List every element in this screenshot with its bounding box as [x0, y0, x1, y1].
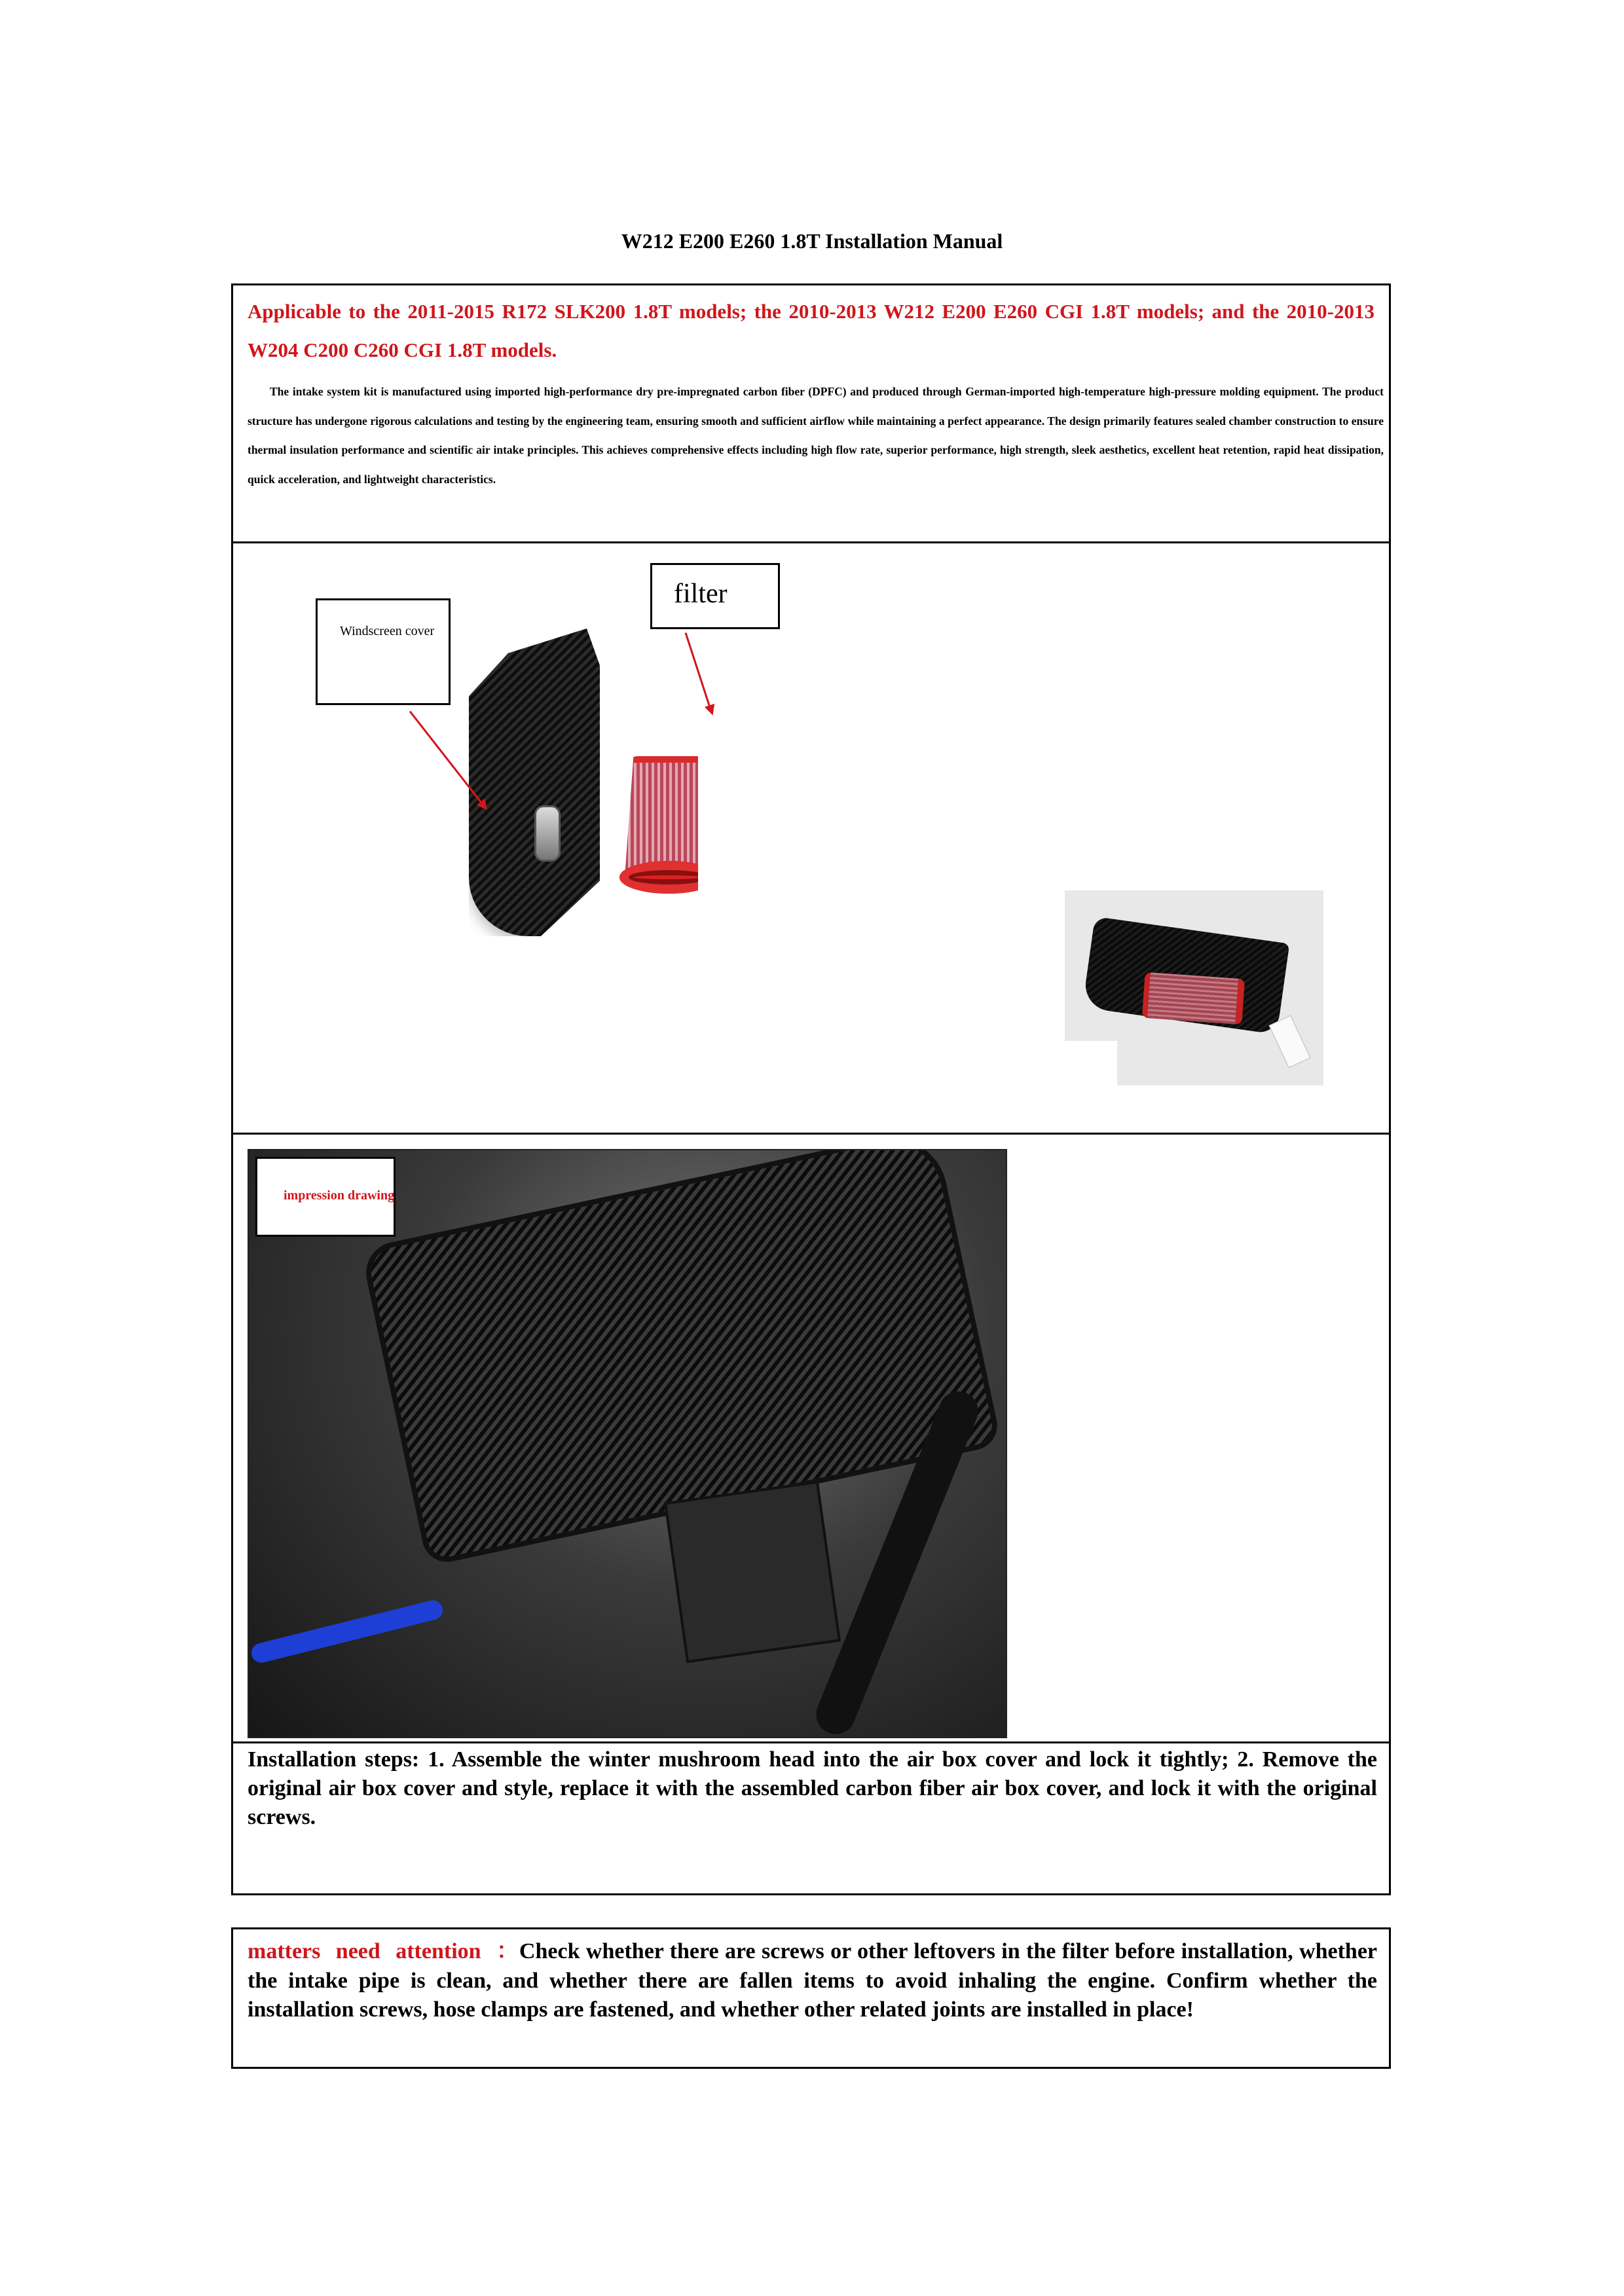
windscreen-cover-callout: [316, 598, 451, 705]
product-photo-airbox-filter: [430, 602, 698, 1074]
filter-callout: [650, 563, 780, 629]
installation-steps-text: Installation steps: 1. Assemble the winter mushroom head into the air box cover and lock it tightly; 2. Remove the original air box cover and style, replace it with the assembled carbon fiber air box cover, and lock it with the original screws.: [248, 1747, 1377, 1829]
product-photos-row: [233, 543, 1389, 1135]
page-title: W212 E200 E260 1.8T Installation Manual: [621, 229, 1003, 253]
attention-box: [231, 1927, 1391, 2069]
engine-bay-photo: [248, 1149, 1007, 1738]
intro-row: [233, 285, 1389, 543]
manual-table: [231, 283, 1391, 1895]
applicable-models-text: Applicable to the 2011-2015 R172 SLK200 1.8T models; the 2010-2013 W212 E200 E260 CGI 1.8T models; and the 2010-2013 W204 C200 C260 CGI 1.8T models.: [248, 300, 1375, 361]
filter-label: filter: [674, 579, 728, 609]
carbon-airbox-cover: [469, 629, 600, 936]
impression-row: [233, 1135, 1389, 1743]
airbox-window: [534, 805, 561, 862]
attention-label: matters need attention ：: [248, 1939, 519, 1963]
arrow-icon: [705, 704, 718, 717]
kit-filter: [1142, 972, 1246, 1025]
intro-paragraph: The intake system kit is manufactured using imported high-performance dry pre-impregnated carbon fiber (DPFC) and produced through German-imported high-temperature high-pressure molding equipment. The product structure has undergone rigorous calculations and testing by the engineering team, ensuring smooth and sufficient airflow while maintaining a perfect appearance. The design primarily features sealed chamber construction to ensure thermal insulation performance and scientific air intake principles. This achieves comprehensive effects including high flow rate, superior performance, high strength, sleek aesthetics, excellent heat retention, rapid heat dissipation, quick acceleration, and lightweight characteristics.: [248, 385, 1384, 486]
attention-text: Check whether there are screws or other leftovers in the filter before installation, whether the intake pipe is clean, and whether there are fallen items to avoid inhaling the engine. Confirm whether the installation screws, hose clamps are fastened, and whether other related joints are installed in place!: [248, 1939, 1378, 2022]
installation-row: [233, 1743, 1389, 1893]
windscreen-cover-label: Windscreen cover: [340, 624, 435, 638]
assembled-kit-photo: [1065, 890, 1323, 1085]
impression-drawing-label: impression drawing: [284, 1188, 395, 1203]
cone-filter: [619, 756, 698, 887]
impression-drawing-callout: [255, 1157, 396, 1237]
kit-tag: [1269, 1015, 1311, 1068]
